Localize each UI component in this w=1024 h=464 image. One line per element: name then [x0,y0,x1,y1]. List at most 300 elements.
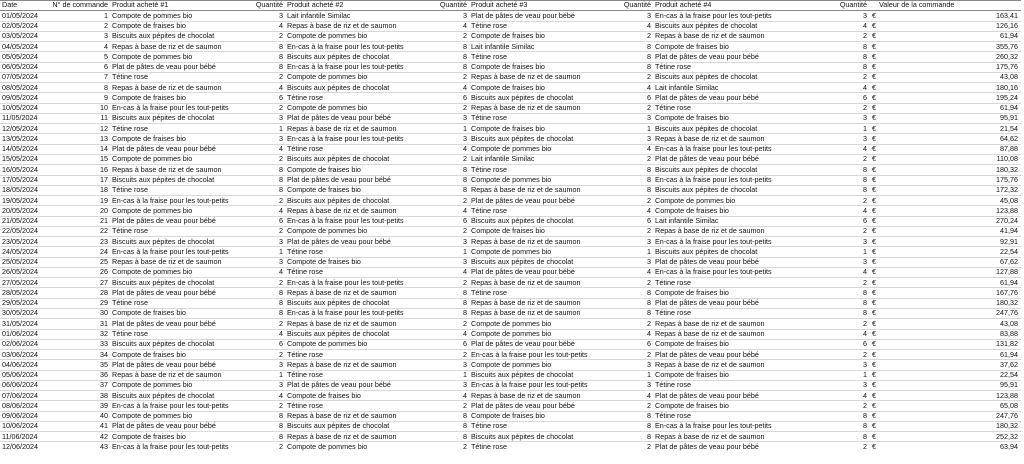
product-3-cell[interactable]: Compote de pommes bio [469,175,619,185]
product-2-cell[interactable]: Repas à base de riz et de saumon [285,21,435,31]
product-2-cell[interactable]: Biscuits aux pépites de chocolat [285,298,435,308]
order-value-cell[interactable]: 61,94 [885,31,1021,41]
product-1-cell[interactable]: Tétine rose [110,124,251,134]
product-4-cell[interactable]: Plat de pâtes de veau pour bébé [653,154,823,164]
quantity-3-cell[interactable]: 3 [619,11,653,21]
product-2-cell[interactable]: Compote de pommes bio [285,31,435,41]
quantity-4-cell[interactable]: 1 [823,247,869,257]
product-1-cell[interactable]: Compote de pommes bio [110,411,251,421]
product-2-cell[interactable]: Biscuits aux pépites de chocolat [285,421,435,431]
quantity-1-cell[interactable]: 8 [251,421,285,431]
quantity-3-cell[interactable]: 4 [619,391,653,401]
order-number-cell[interactable]: 6 [48,62,110,72]
quantity-2-cell[interactable]: 8 [435,288,469,298]
product-1-cell[interactable]: Tétine rose [110,226,251,236]
quantity-2-cell[interactable]: 1 [435,247,469,257]
quantity-4-cell[interactable]: 6 [823,216,869,226]
order-value-cell[interactable]: 92,91 [885,237,1021,247]
order-number-cell[interactable]: 20 [48,206,110,216]
quantity-2-cell[interactable]: 8 [435,411,469,421]
quantity-4-cell[interactable]: 6 [823,339,869,349]
date-cell[interactable]: 11/06/2024 [0,432,48,442]
quantity-3-cell[interactable]: 2 [619,154,653,164]
col-header-product-2[interactable]: Produit acheté #2 [285,1,435,11]
order-value-cell[interactable]: 83,88 [885,329,1021,339]
quantity-1-cell[interactable]: 8 [251,298,285,308]
product-1-cell[interactable]: Compote de pommes bio [110,52,251,62]
quantity-1-cell[interactable]: 6 [251,93,285,103]
order-number-cell[interactable]: 40 [48,411,110,421]
product-4-cell[interactable]: Plat de pâtes de veau pour bébé [653,350,823,360]
product-2-cell[interactable]: Repas à base de riz et de saumon [285,124,435,134]
quantity-2-cell[interactable]: 2 [435,226,469,236]
product-3-cell[interactable]: Tétine rose [469,21,619,31]
order-value-cell[interactable]: 172,32 [885,185,1021,195]
product-1-cell[interactable]: Compote de fraises bio [110,93,251,103]
quantity-4-cell[interactable]: 8 [823,62,869,72]
quantity-2-cell[interactable]: 4 [435,144,469,154]
order-number-cell[interactable]: 15 [48,154,110,164]
quantity-2-cell[interactable]: 4 [435,329,469,339]
quantity-3-cell[interactable]: 2 [619,72,653,82]
quantity-3-cell[interactable]: 2 [619,31,653,41]
date-cell[interactable]: 20/05/2024 [0,206,48,216]
product-2-cell[interactable]: Tétine rose [285,93,435,103]
order-value-cell[interactable]: 163,41 [885,11,1021,21]
quantity-3-cell[interactable]: 4 [619,144,653,154]
order-value-cell[interactable]: 126,16 [885,21,1021,31]
product-4-cell[interactable]: Tétine rose [653,278,823,288]
product-4-cell[interactable]: Tétine rose [653,411,823,421]
quantity-1-cell[interactable]: 8 [251,432,285,442]
quantity-3-cell[interactable]: 3 [619,360,653,370]
date-cell[interactable]: 28/05/2024 [0,288,48,298]
order-value-cell[interactable]: 195,24 [885,93,1021,103]
product-2-cell[interactable]: Biscuits aux pépites de chocolat [285,329,435,339]
quantity-3-cell[interactable]: 4 [619,329,653,339]
product-3-cell[interactable]: Compote de pommes bio [469,247,619,257]
quantity-4-cell[interactable]: 8 [823,298,869,308]
date-cell[interactable]: 09/06/2024 [0,411,48,421]
product-2-cell[interactable]: Compote de fraises bio [285,185,435,195]
product-1-cell[interactable]: Tétine rose [110,298,251,308]
order-number-cell[interactable]: 33 [48,339,110,349]
product-1-cell[interactable]: Plat de pâtes de veau pour bébé [110,62,251,72]
product-3-cell[interactable]: Biscuits aux pépites de chocolat [469,257,619,267]
quantity-1-cell[interactable]: 2 [251,278,285,288]
col-header-quantity-1[interactable]: Quantité [251,1,285,11]
product-1-cell[interactable]: Biscuits aux pépites de chocolat [110,237,251,247]
date-cell[interactable]: 22/05/2024 [0,226,48,236]
quantity-2-cell[interactable]: 1 [435,370,469,380]
quantity-1-cell[interactable]: 2 [251,103,285,113]
quantity-3-cell[interactable]: 8 [619,175,653,185]
order-value-cell[interactable]: 95,91 [885,380,1021,390]
quantity-4-cell[interactable]: 8 [823,42,869,52]
product-3-cell[interactable]: Plat de pâtes de veau pour bébé [469,267,619,277]
date-cell[interactable]: 06/06/2024 [0,380,48,390]
product-3-cell[interactable]: Tétine rose [469,52,619,62]
quantity-4-cell[interactable]: 3 [823,360,869,370]
product-3-cell[interactable]: Compote de fraises bio [469,83,619,93]
product-3-cell[interactable]: Lait infantile Similac [469,154,619,164]
quantity-4-cell[interactable]: 2 [823,103,869,113]
order-number-cell[interactable]: 27 [48,278,110,288]
product-3-cell[interactable]: Compote de pommes bio [469,144,619,154]
quantity-2-cell[interactable]: 1 [435,124,469,134]
date-cell[interactable]: 29/05/2024 [0,298,48,308]
quantity-3-cell[interactable]: 8 [619,432,653,442]
quantity-4-cell[interactable]: 2 [823,319,869,329]
order-number-cell[interactable]: 31 [48,319,110,329]
order-value-cell[interactable]: 110,08 [885,154,1021,164]
product-2-cell[interactable]: En-cas à la fraise pour les tout-petits [285,42,435,52]
order-number-cell[interactable]: 39 [48,401,110,411]
order-number-cell[interactable]: 38 [48,391,110,401]
order-number-cell[interactable]: 24 [48,247,110,257]
date-cell[interactable]: 14/05/2024 [0,144,48,154]
quantity-4-cell[interactable]: 4 [823,329,869,339]
product-4-cell[interactable]: Compote de fraises bio [653,339,823,349]
quantity-2-cell[interactable]: 2 [435,319,469,329]
quantity-2-cell[interactable]: 3 [435,237,469,247]
product-1-cell[interactable]: Compote de pommes bio [110,11,251,21]
product-2-cell[interactable]: Repas à base de riz et de saumon [285,432,435,442]
product-4-cell[interactable]: Compote de fraises bio [653,401,823,411]
quantity-2-cell[interactable]: 8 [435,42,469,52]
product-1-cell[interactable]: Plat de pâtes de veau pour bébé [110,288,251,298]
quantity-4-cell[interactable]: 2 [823,350,869,360]
order-value-cell[interactable]: 175,76 [885,175,1021,185]
quantity-1-cell[interactable]: 4 [251,83,285,93]
product-3-cell[interactable]: Tétine rose [469,165,619,175]
product-3-cell[interactable]: Compote de pommes bio [469,329,619,339]
quantity-3-cell[interactable]: 3 [619,237,653,247]
quantity-2-cell[interactable]: 3 [435,380,469,390]
order-value-cell[interactable]: 260,32 [885,52,1021,62]
quantity-1-cell[interactable]: 3 [251,11,285,21]
order-number-cell[interactable]: 14 [48,144,110,154]
product-3-cell[interactable]: Plat de pâtes de veau pour bébé [469,196,619,206]
quantity-2-cell[interactable]: 8 [435,165,469,175]
product-1-cell[interactable]: Plat de pâtes de veau pour bébé [110,144,251,154]
product-3-cell[interactable]: Lait infantile Similac [469,42,619,52]
quantity-1-cell[interactable]: 6 [251,216,285,226]
order-number-cell[interactable]: 41 [48,421,110,431]
order-value-cell[interactable]: 64,62 [885,134,1021,144]
product-2-cell[interactable]: Repas à base de riz et de saumon [285,319,435,329]
product-2-cell[interactable]: Biscuits aux pépites de chocolat [285,83,435,93]
order-number-cell[interactable]: 9 [48,93,110,103]
product-2-cell[interactable]: Compote de pommes bio [285,339,435,349]
order-value-cell[interactable]: 127,88 [885,267,1021,277]
product-2-cell[interactable]: Tétine rose [285,370,435,380]
product-4-cell[interactable]: Tétine rose [653,103,823,113]
product-2-cell[interactable]: Tétine rose [285,350,435,360]
quantity-3-cell[interactable]: 2 [619,103,653,113]
product-3-cell[interactable]: Tétine rose [469,288,619,298]
quantity-1-cell[interactable]: 2 [251,401,285,411]
product-1-cell[interactable]: Biscuits aux pépites de chocolat [110,339,251,349]
product-2-cell[interactable]: Plat de pâtes de veau pour bébé [285,113,435,123]
product-3-cell[interactable]: Repas à base de riz et de saumon [469,103,619,113]
product-4-cell[interactable]: Repas à base de riz et de saumon [653,329,823,339]
product-4-cell[interactable]: Tétine rose [653,62,823,72]
order-number-cell[interactable]: 12 [48,124,110,134]
date-cell[interactable]: 27/05/2024 [0,278,48,288]
quantity-2-cell[interactable]: 2 [435,278,469,288]
product-3-cell[interactable]: Compote de fraises bio [469,62,619,72]
quantity-1-cell[interactable]: 3 [251,360,285,370]
order-number-cell[interactable]: 17 [48,175,110,185]
product-4-cell[interactable]: Compote de fraises bio [653,288,823,298]
date-cell[interactable]: 08/05/2024 [0,83,48,93]
quantity-1-cell[interactable]: 4 [251,206,285,216]
product-4-cell[interactable]: Plat de pâtes de veau pour bébé [653,298,823,308]
product-4-cell[interactable]: Compote de pommes bio [653,196,823,206]
quantity-1-cell[interactable]: 4 [251,267,285,277]
quantity-1-cell[interactable]: 4 [251,391,285,401]
product-3-cell[interactable]: Repas à base de riz et de saumon [469,237,619,247]
product-4-cell[interactable]: Biscuits aux pépites de chocolat [653,185,823,195]
col-header-quantity-3[interactable]: Quantité [619,1,653,11]
order-number-cell[interactable]: 1 [48,11,110,21]
quantity-4-cell[interactable]: 2 [823,154,869,164]
col-header-order-value[interactable]: Valeur de la commande [869,1,1021,11]
order-value-cell[interactable]: 180,32 [885,421,1021,431]
date-cell[interactable]: 05/06/2024 [0,370,48,380]
product-2-cell[interactable]: En-cas à la fraise pour les tout-petits [285,308,435,318]
product-1-cell[interactable]: Compote de fraises bio [110,350,251,360]
product-1-cell[interactable]: Repas à base de riz et de saumon [110,370,251,380]
order-value-cell[interactable]: 167,76 [885,288,1021,298]
quantity-3-cell[interactable]: 2 [647,441,651,451]
quantity-3-cell[interactable]: 3 [619,380,653,390]
date-cell[interactable]: 31/05/2024 [0,319,48,329]
order-number-cell[interactable]: 42 [48,432,110,442]
product-4-cell[interactable]: Biscuits aux pépites de chocolat [653,247,823,257]
order-value-cell[interactable]: 180,16 [885,83,1021,93]
quantity-3-cell[interactable]: 4 [619,83,653,93]
order-number-cell[interactable]: 26 [48,267,110,277]
order-value-cell[interactable]: 22,54 [885,370,1021,380]
date-cell[interactable]: 23/05/2024 [0,237,48,247]
quantity-3-cell[interactable]: 2 [619,319,653,329]
product-1-cell[interactable]: Repas à base de riz et de saumon [110,42,251,52]
date-cell[interactable]: 04/06/2024 [0,360,48,370]
quantity-4-cell[interactable]: 3 [823,257,869,267]
quantity-1-cell[interactable]: 2 [279,441,283,451]
product-3-cell[interactable]: Repas à base de riz et de saumon [469,72,619,82]
product-2-cell[interactable]: Compote de pommes bio [285,226,435,236]
order-number-cell[interactable]: 11 [48,113,110,123]
date-cell[interactable]: 25/05/2024 [0,257,48,267]
product-2-cell[interactable]: En-cas à la fraise pour les tout-petits [285,278,435,288]
col-header-quantity-2[interactable]: Quantité [435,1,469,11]
order-value-cell[interactable]: 123,88 [885,391,1021,401]
quantity-1-cell[interactable]: 8 [251,308,285,318]
date-cell[interactable]: 10/06/2024 [0,421,48,431]
product-2-cell[interactable]: En-cas à la fraise pour les tout-petits [285,62,435,72]
product-1-cell[interactable]: Compote de pommes bio [110,267,251,277]
product-1-cell[interactable]: Plat de pâtes de veau pour bébé [110,319,251,329]
order-number-cell[interactable]: 28 [48,288,110,298]
product-3-cell[interactable]: Repas à base de riz et de saumon [469,278,619,288]
quantity-2-cell[interactable]: 8 [435,421,469,431]
order-number-cell[interactable]: 5 [48,52,110,62]
product-3-cell[interactable]: Compote de pommes bio [469,319,619,329]
product-2-cell[interactable]: En-cas à la fraise pour les tout-petits [285,134,435,144]
order-number-cell[interactable]: 43 [100,441,108,451]
product-1-cell[interactable]: Repas à base de riz et de saumon [110,165,251,175]
quantity-3-cell[interactable]: 8 [619,421,653,431]
quantity-2-cell[interactable]: 4 [435,83,469,93]
quantity-1-cell[interactable]: 8 [251,185,285,195]
date-cell[interactable]: 10/05/2024 [0,103,48,113]
product-1-cell[interactable]: Biscuits aux pépites de chocolat [110,31,251,41]
quantity-4-cell[interactable]: 8 [823,421,869,431]
quantity-1-cell[interactable]: 8 [251,288,285,298]
order-number-cell[interactable]: 30 [48,308,110,318]
quantity-2-cell[interactable]: 6 [435,93,469,103]
quantity-3-cell[interactable]: 8 [619,288,653,298]
product-2-cell[interactable]: Lait infantile Similac [285,11,435,21]
date-cell[interactable]: 01/06/2024 [0,329,48,339]
order-number-cell[interactable]: 23 [48,237,110,247]
quantity-2-cell[interactable]: 6 [435,339,469,349]
date-cell[interactable]: 17/05/2024 [0,175,48,185]
product-1-cell[interactable]: Repas à base de riz et de saumon [110,257,251,267]
date-cell[interactable]: 24/05/2024 [0,247,48,257]
quantity-4-cell[interactable]: 4 [823,83,869,93]
product-1-cell[interactable]: En-cas à la fraise pour les tout-petits [110,247,251,257]
quantity-4-cell[interactable]: 2 [823,226,869,236]
quantity-2-cell[interactable]: 2 [435,72,469,82]
product-4-cell[interactable]: Lait infantile Similac [653,83,823,93]
quantity-1-cell[interactable]: 2 [251,154,285,164]
order-value-cell[interactable]: 61,94 [885,278,1021,288]
product-1-cell[interactable]: Compote de fraises bio [110,21,251,31]
order-number-cell[interactable]: 21 [48,216,110,226]
date-cell[interactable]: 03/05/2024 [0,31,48,41]
product-2-cell[interactable]: Plat de pâtes de veau pour bébé [285,380,435,390]
product-3-cell[interactable]: Biscuits aux pépites de chocolat [469,432,619,442]
quantity-3-cell[interactable]: 6 [619,339,653,349]
date-cell[interactable]: 12/06/2024 [2,441,38,451]
product-3-cell[interactable]: Tétine rose [469,113,619,123]
date-cell[interactable]: 01/05/2024 [0,11,48,21]
quantity-4-cell[interactable]: 4 [823,206,869,216]
quantity-2-cell[interactable]: 8 [435,62,469,72]
product-4-cell[interactable]: Plat de pâtes de veau pour bébé [653,93,823,103]
quantity-2-cell[interactable]: 2 [435,350,469,360]
product-4-cell[interactable]: En-cas à la fraise pour les tout-petits [653,421,823,431]
quantity-2-cell[interactable]: 2 [435,154,469,164]
quantity-2-cell[interactable]: 3 [435,360,469,370]
quantity-3-cell[interactable]: 4 [619,267,653,277]
product-4-cell[interactable]: Compote de fraises bio [653,42,823,52]
order-number-cell[interactable]: 3 [48,31,110,41]
date-cell[interactable]: 09/05/2024 [0,93,48,103]
quantity-1-cell[interactable]: 8 [251,42,285,52]
product-4-cell[interactable]: Repas à base de riz et de saumon [653,432,823,442]
quantity-1-cell[interactable]: 2 [251,350,285,360]
order-number-cell[interactable]: 10 [48,103,110,113]
quantity-3-cell[interactable]: 3 [619,113,653,123]
quantity-1-cell[interactable]: 8 [251,165,285,175]
date-cell[interactable]: 15/05/2024 [0,154,48,164]
product-2-cell[interactable]: Plat de pâtes de veau pour bébé [285,175,435,185]
date-cell[interactable]: 26/05/2024 [0,267,48,277]
product-1-cell[interactable]: Biscuits aux pépites de chocolat [110,175,251,185]
order-number-cell[interactable]: 4 [48,42,110,52]
quantity-4-cell[interactable]: 3 [823,380,869,390]
order-number-cell[interactable]: 16 [48,165,110,175]
quantity-1-cell[interactable]: 2 [251,226,285,236]
quantity-3-cell[interactable]: 1 [619,247,653,257]
product-3-cell[interactable]: Biscuits aux pépites de chocolat [469,216,619,226]
quantity-2-cell[interactable]: 4 [435,206,469,216]
product-2-cell[interactable]: Tétine rose [285,401,435,411]
date-cell[interactable]: 12/05/2024 [0,124,48,134]
quantity-1-cell[interactable]: 6 [251,339,285,349]
order-number-cell[interactable]: 18 [48,185,110,195]
col-header-order-number[interactable]: N° de commande [48,1,110,11]
quantity-4-cell[interactable]: 3 [823,11,869,21]
quantity-2-cell[interactable]: 3 [435,11,469,21]
order-number-cell[interactable]: 13 [48,134,110,144]
order-number-cell[interactable]: 7 [48,72,110,82]
quantity-4-cell[interactable]: 8 [823,175,869,185]
quantity-3-cell[interactable]: 3 [619,257,653,267]
order-number-cell[interactable]: 36 [48,370,110,380]
date-cell[interactable]: 11/05/2024 [0,113,48,123]
product-4-cell[interactable]: Plat de pâtes de veau pour bébé [655,441,759,451]
product-1-cell[interactable]: Tétine rose [110,329,251,339]
product-2-cell[interactable]: Compote de fraises bio [285,391,435,401]
quantity-4-cell[interactable]: 3 [823,134,869,144]
quantity-4-cell[interactable]: 6 [823,93,869,103]
product-1-cell[interactable]: Compote de pommes bio [110,380,251,390]
quantity-3-cell[interactable]: 8 [619,52,653,62]
product-3-cell[interactable]: Repas à base de riz et de saumon [469,298,619,308]
order-value-cell[interactable]: 45,08 [885,196,1021,206]
quantity-1-cell[interactable]: 3 [251,113,285,123]
quantity-1-cell[interactable]: 2 [251,31,285,41]
order-number-cell[interactable]: 25 [48,257,110,267]
order-value-cell[interactable]: 131,82 [885,339,1021,349]
order-value-cell[interactable]: 63,94 [1000,441,1019,451]
quantity-4-cell[interactable]: 1 [823,370,869,380]
product-1-cell[interactable]: Biscuits aux pépites de chocolat [110,278,251,288]
product-3-cell[interactable]: Repas à base de riz et de saumon [469,185,619,195]
quantity-4-cell[interactable]: 8 [823,165,869,175]
order-value-cell[interactable]: 37,62 [885,360,1021,370]
order-number-cell[interactable]: 2 [48,21,110,31]
quantity-1-cell[interactable]: 8 [251,411,285,421]
quantity-3-cell[interactable]: 2 [619,350,653,360]
product-2-cell[interactable]: Compote de pommes bio [285,103,435,113]
product-4-cell[interactable]: Compote de fraises bio [653,206,823,216]
quantity-1-cell[interactable]: 2 [251,196,285,206]
order-value-cell[interactable]: 22,54 [885,247,1021,257]
quantity-4-cell[interactable]: 2 [823,401,869,411]
quantity-3-cell[interactable]: 2 [619,226,653,236]
product-2-cell[interactable]: Tétine rose [285,144,435,154]
quantity-1-cell[interactable]: 3 [251,134,285,144]
product-4-cell[interactable]: Compote de fraises bio [653,370,823,380]
quantity-4-cell[interactable]: 4 [823,391,869,401]
